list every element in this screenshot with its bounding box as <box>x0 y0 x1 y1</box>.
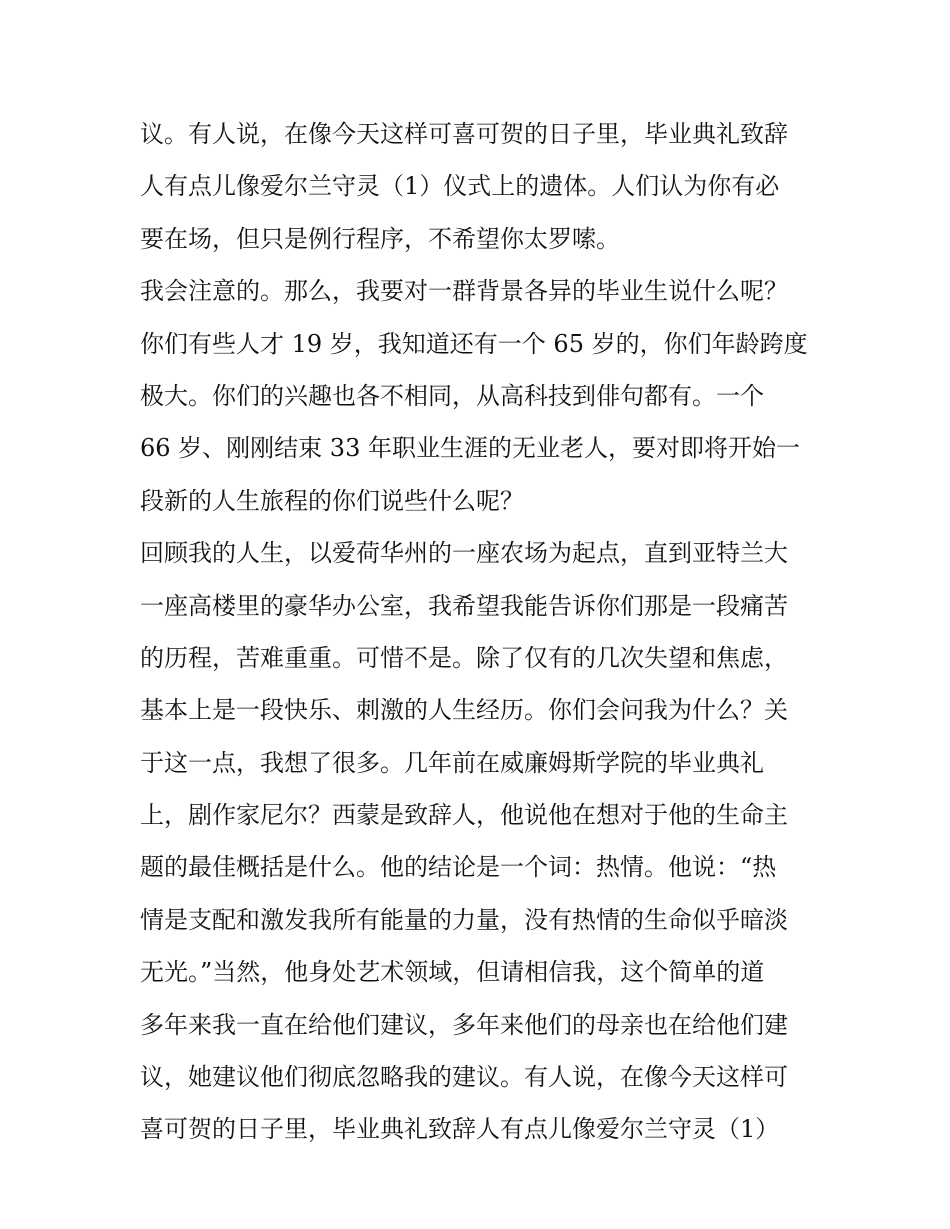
text-line: 回顾我的人生，以爱荷华州的一座农场为起点，直到亚特兰大 <box>140 539 788 568</box>
text-line: 题的最佳概括是什么。他的结论是一个词：热情。他说：“热 <box>140 853 777 882</box>
text-line: 要在场，但只是例行程序，不希望你太罗嗦。 <box>140 224 620 253</box>
text-line: 66 岁、刚刚结束 33 年职业生涯的无业老人，要对即将开始一 <box>140 434 800 463</box>
text-line: 于这一点，我想了很多。几年前在威廉姆斯学院的毕业典礼 <box>140 748 764 777</box>
text-line: 喜可贺的日子里，毕业典礼致辞人有点儿像爱尔兰守灵（1） <box>140 1115 780 1144</box>
text-line: 基本上是一段快乐、刺激的人生经历。你们会问我为什么？关 <box>140 696 788 725</box>
text-line: 议。有人说，在像今天这样可喜可贺的日子里，毕业典礼致辞 <box>140 120 788 148</box>
text-line: 情是支配和激发我所有能量的力量，没有热情的生命似乎暗淡 <box>140 905 788 934</box>
text-line: 上，剧作家尼尔？西蒙是致辞人，他说他在想对于他的生命主 <box>140 801 788 830</box>
body-text <box>140 108 812 1156</box>
text-line: 的历程，苦难重重。可惜不是。除了仅有的几次失望和焦虑， <box>140 643 788 672</box>
text-line: 人有点儿像爱尔兰守灵（1）仪式上的遗体。人们认为你有必 <box>140 172 780 201</box>
text-line: 我会注意的。那么，我要对一群背景各异的毕业生说什么呢？ <box>140 277 788 306</box>
text-line: 一座高楼里的豪华办公室，我希望我能告诉你们那是一段痛苦 <box>140 591 788 620</box>
text-line: 议，她建议他们彻底忽略我的建议。有人说，在像今天这样可 <box>140 1063 788 1092</box>
text-line: 段新的人生旅程的你们说些什么呢？ <box>140 486 524 515</box>
text-line: 多年来我一直在给他们建议，多年来他们的母亲也在给他们建 <box>140 1010 788 1039</box>
text-line: 你们有些人才 19 岁，我知道还有一个 65 岁的，你们年龄跨度 <box>140 329 808 358</box>
text-line: 无光。”当然，他身处艺术领域，但请相信我，这个简单的道 <box>140 958 765 987</box>
text-line: 极大。你们的兴趣也各不相同，从高科技到俳句都有。一个 <box>140 381 764 410</box>
